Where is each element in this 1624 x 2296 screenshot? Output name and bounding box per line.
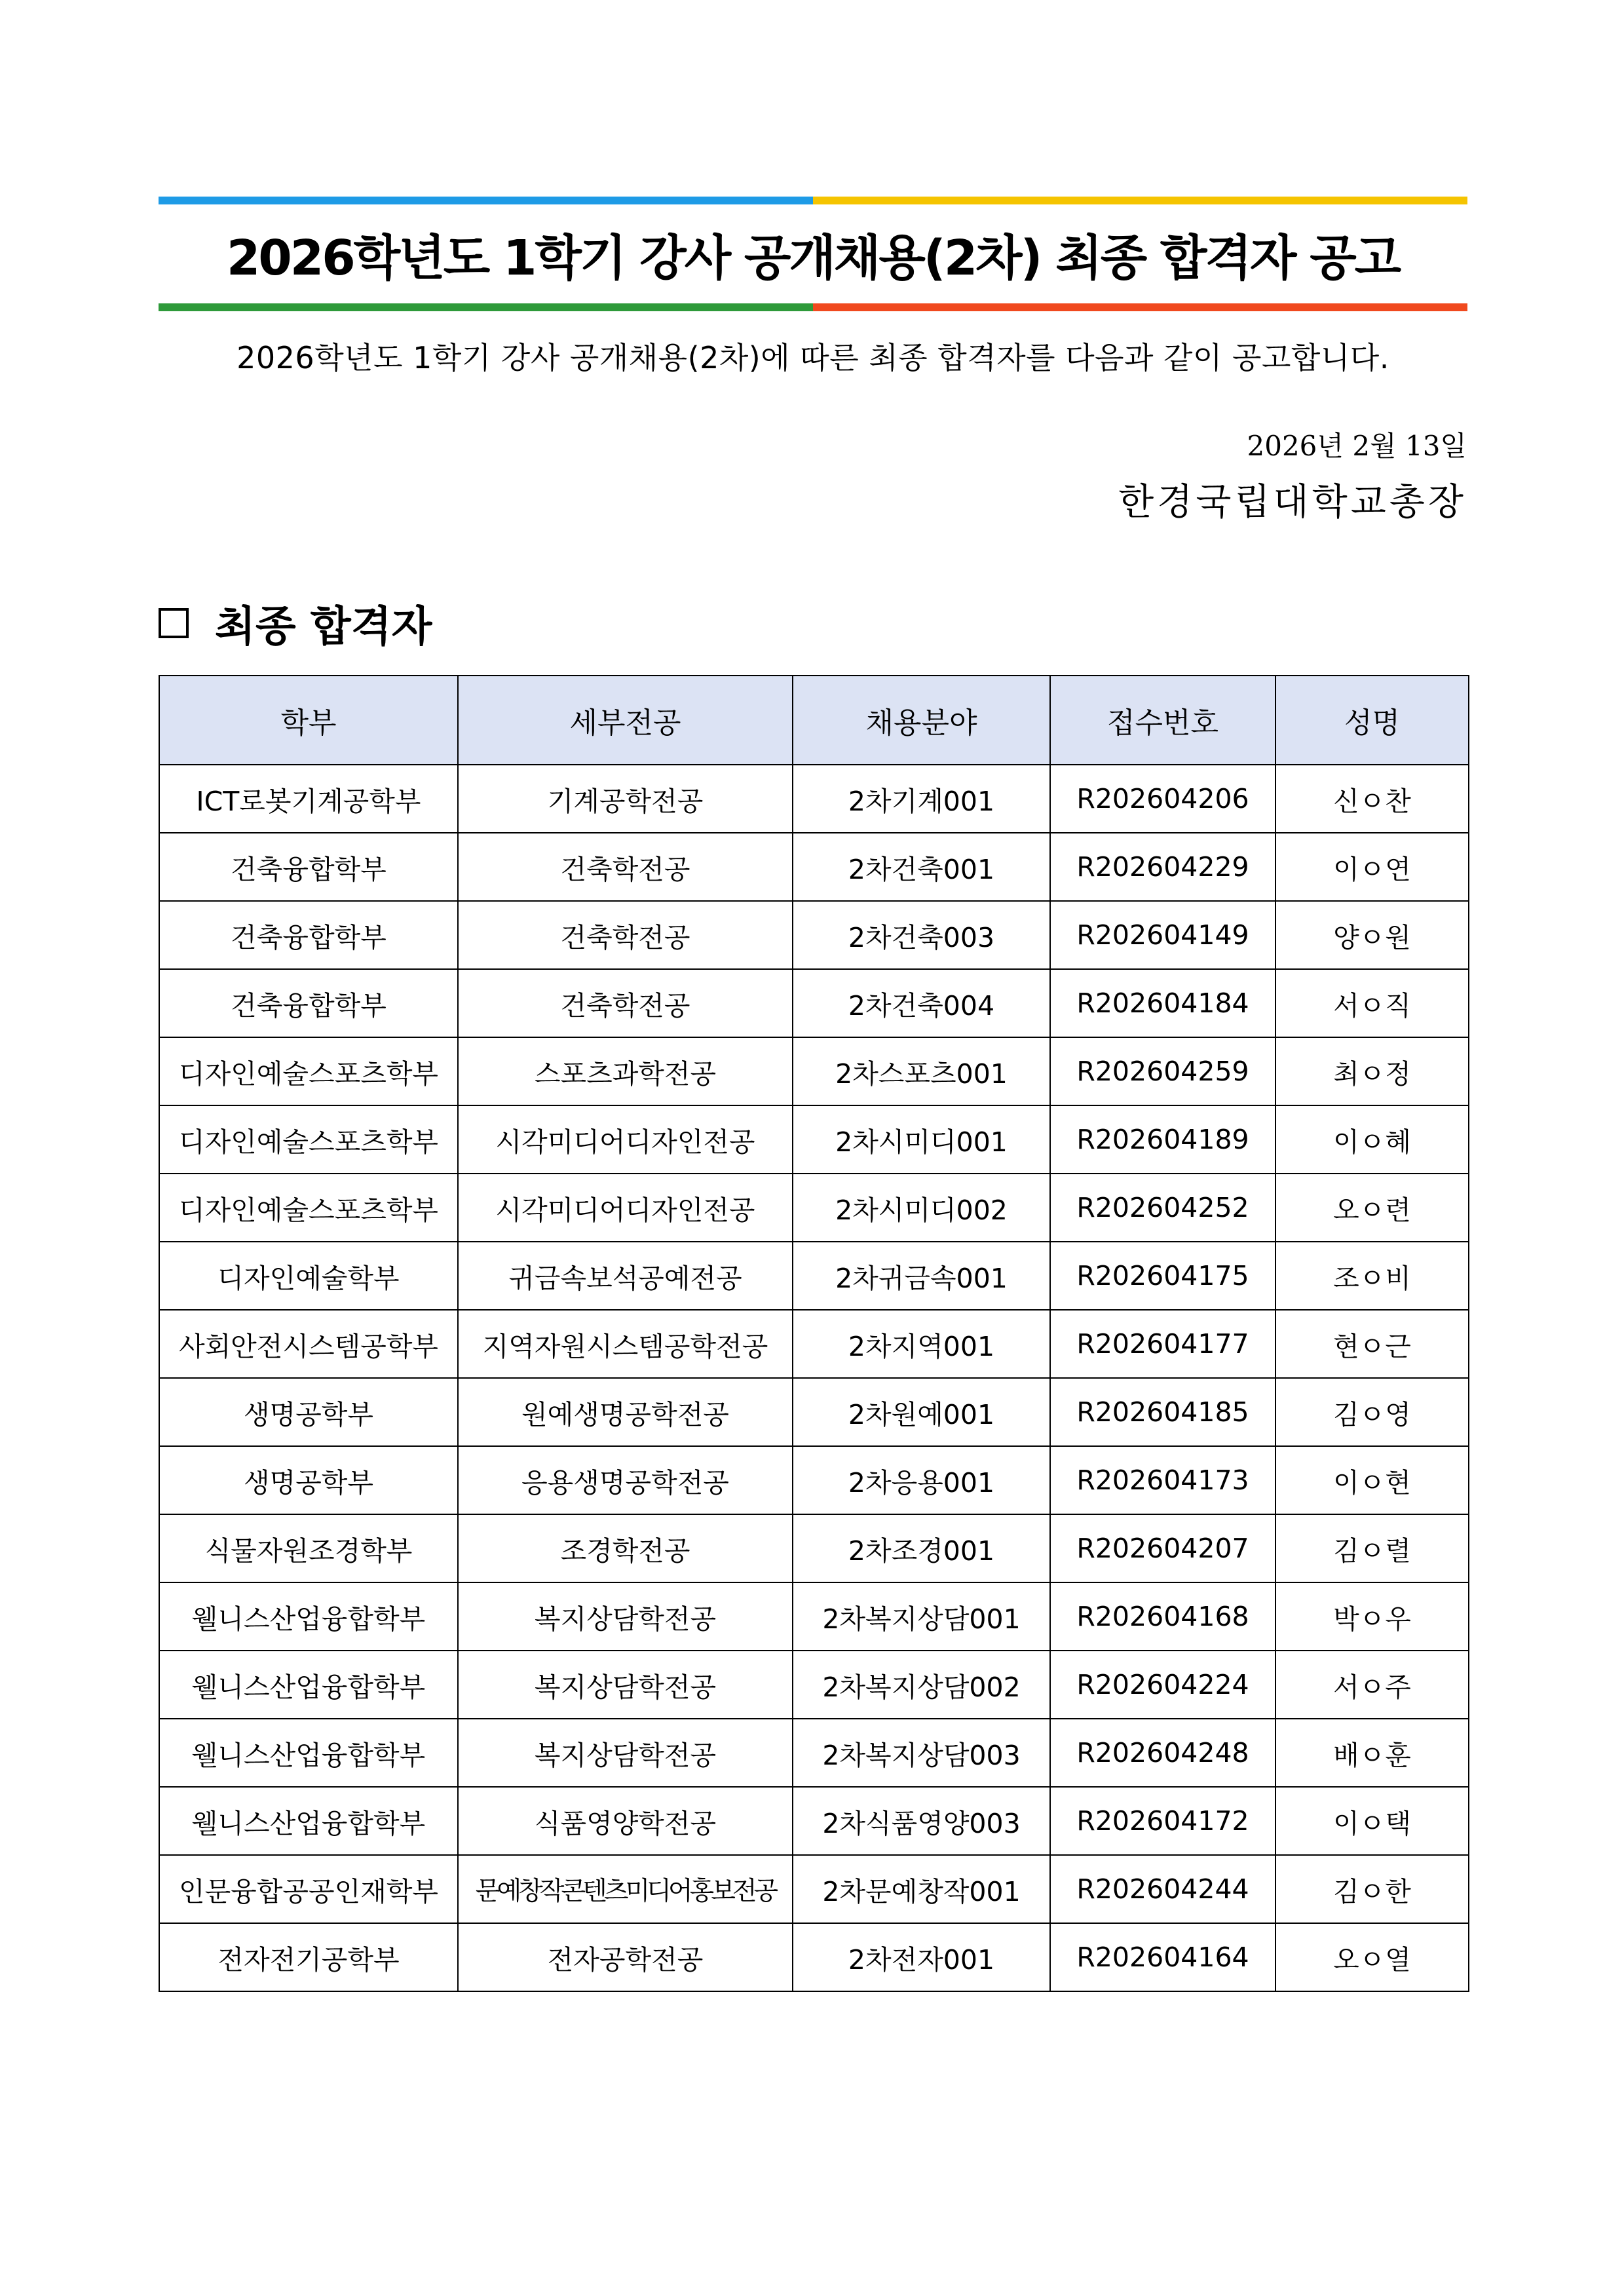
cell-department: ICT로봇기계공학부 — [159, 765, 458, 833]
cell-application-no: R202604172 — [1050, 1787, 1275, 1855]
cell-application-no: R202604177 — [1050, 1310, 1275, 1378]
cell-department: 생명공학부 — [159, 1446, 458, 1514]
cell-application-no: R202604149 — [1050, 901, 1275, 969]
table-row — [159, 1174, 1469, 1242]
table-row — [159, 1855, 1469, 1923]
cell-department: 인문융합공공인재학부 — [159, 1855, 458, 1923]
table-header-row — [159, 676, 1469, 765]
cell-field: 2차전자001 — [793, 1923, 1050, 1991]
announcement-date: 2026년 2월 13일 — [1247, 430, 1467, 462]
table-body — [159, 765, 1469, 1991]
cell-application-no: R202604229 — [1050, 833, 1275, 901]
cell-name: 현ㅇ근 — [1275, 1310, 1469, 1378]
cell-application-no: R202604248 — [1050, 1719, 1275, 1787]
results-table — [159, 675, 1469, 1992]
cell-department: 웰니스산업융합학부 — [159, 1582, 458, 1651]
cell-field: 2차건축001 — [793, 833, 1050, 901]
cell-department: 디자인예술스포츠학부 — [159, 1105, 458, 1174]
cell-major: 시각미디어디자인전공 — [458, 1174, 793, 1242]
title-bar-top-left — [159, 197, 813, 204]
table-row — [159, 1105, 1469, 1174]
table-row — [159, 1037, 1469, 1105]
cell-name: 서ㅇ주 — [1275, 1651, 1469, 1719]
cell-name: 이ㅇ현 — [1275, 1446, 1469, 1514]
cell-name: 신ㅇ찬 — [1275, 765, 1469, 833]
cell-application-no: R202604252 — [1050, 1174, 1275, 1242]
issuer-name: 한경국립대학교총장 — [1118, 481, 1467, 524]
section-heading — [159, 593, 432, 653]
header-field: 채용분야 — [793, 676, 1050, 765]
cell-field: 2차스포츠001 — [793, 1037, 1050, 1105]
title-bar-bottom-right — [813, 303, 1467, 311]
table-row — [159, 901, 1469, 969]
cell-application-no: R202604168 — [1050, 1582, 1275, 1651]
cell-name: 서ㅇ직 — [1275, 969, 1469, 1037]
cell-field: 2차조경001 — [793, 1514, 1050, 1582]
cell-department: 전자전기공학부 — [159, 1923, 458, 1991]
cell-major: 시각미디어디자인전공 — [458, 1105, 793, 1174]
cell-field: 2차귀금속001 — [793, 1242, 1050, 1310]
cell-department: 식물자원조경학부 — [159, 1514, 458, 1582]
cell-name: 오ㅇ련 — [1275, 1174, 1469, 1242]
cell-major: 원예생명공학전공 — [458, 1378, 793, 1446]
cell-field: 2차건축004 — [793, 969, 1050, 1037]
cell-major: 식품영양학전공 — [458, 1787, 793, 1855]
header-application-no: 접수번호 — [1050, 676, 1275, 765]
cell-application-no: R202604175 — [1050, 1242, 1275, 1310]
cell-application-no: R202604164 — [1050, 1923, 1275, 1991]
cell-major: 전자공학전공 — [458, 1923, 793, 1991]
header-major: 세부전공 — [458, 676, 793, 765]
cell-major: 조경학전공 — [458, 1514, 793, 1582]
header-department: 학부 — [159, 676, 458, 765]
cell-department: 디자인예술스포츠학부 — [159, 1037, 458, 1105]
table-row — [159, 1719, 1469, 1787]
page-title: 2026학년도 1학기 강사 공개채용(2차) 최종 합격자 공고 — [226, 229, 1400, 286]
cell-major: 건축학전공 — [458, 969, 793, 1037]
cell-name: 김ㅇ한 — [1275, 1855, 1469, 1923]
header-name: 성명 — [1275, 676, 1469, 765]
section-heading-text: 최종 합격자 — [215, 603, 432, 651]
cell-field: 2차복지상담003 — [793, 1719, 1050, 1787]
cell-application-no: R202604207 — [1050, 1514, 1275, 1582]
checkbox-square-icon — [159, 608, 189, 638]
cell-major: 건축학전공 — [458, 833, 793, 901]
cell-application-no: R202604189 — [1050, 1105, 1275, 1174]
title-bar-top-right — [813, 197, 1467, 204]
cell-application-no: R202604184 — [1050, 969, 1275, 1037]
cell-name: 이ㅇ연 — [1275, 833, 1469, 901]
cell-department: 건축융합학부 — [159, 833, 458, 901]
cell-field: 2차지역001 — [793, 1310, 1050, 1378]
table-row — [159, 1514, 1469, 1582]
cell-application-no: R202604173 — [1050, 1446, 1275, 1514]
cell-application-no: R202604206 — [1050, 765, 1275, 833]
cell-name: 박ㅇ우 — [1275, 1582, 1469, 1651]
cell-application-no: R202604259 — [1050, 1037, 1275, 1105]
table-row — [159, 1923, 1469, 1991]
cell-major: 기계공학전공 — [458, 765, 793, 833]
cell-field: 2차문예창작001 — [793, 1855, 1050, 1923]
intro-text: 2026학년도 1학기 강사 공개채용(2차)에 따른 최종 합격자를 다음과 같이 공고합니다. — [236, 340, 1389, 375]
cell-department: 웰니스산업융합학부 — [159, 1651, 458, 1719]
table-row — [159, 1446, 1469, 1514]
cell-major: 복지상담학전공 — [458, 1651, 793, 1719]
cell-field: 2차건축003 — [793, 901, 1050, 969]
cell-name: 최ㅇ정 — [1275, 1037, 1469, 1105]
cell-major: 지역자원시스템공학전공 — [458, 1310, 793, 1378]
table-row — [159, 1242, 1469, 1310]
cell-major: 스포츠과학전공 — [458, 1037, 793, 1105]
table-row — [159, 1787, 1469, 1855]
cell-department: 웰니스산업융합학부 — [159, 1787, 458, 1855]
cell-field: 2차원예001 — [793, 1378, 1050, 1446]
cell-department: 디자인예술스포츠학부 — [159, 1174, 458, 1242]
cell-application-no: R202604185 — [1050, 1378, 1275, 1446]
cell-name: 김ㅇ렬 — [1275, 1514, 1469, 1582]
cell-field: 2차응용001 — [793, 1446, 1050, 1514]
table-row — [159, 1378, 1469, 1446]
cell-field: 2차시미디002 — [793, 1174, 1050, 1242]
cell-department: 생명공학부 — [159, 1378, 458, 1446]
cell-name: 조ㅇ비 — [1275, 1242, 1469, 1310]
table-row — [159, 1310, 1469, 1378]
cell-major: 문예창작콘텐츠미디어홍보전공 — [458, 1855, 793, 1923]
cell-field: 2차기계001 — [793, 765, 1050, 833]
cell-department: 사회안전시스템공학부 — [159, 1310, 458, 1378]
cell-field: 2차복지상담001 — [793, 1582, 1050, 1651]
cell-application-no: R202604224 — [1050, 1651, 1275, 1719]
cell-department: 웰니스산업융합학부 — [159, 1719, 458, 1787]
cell-major: 응용생명공학전공 — [458, 1446, 793, 1514]
cell-name: 오ㅇ열 — [1275, 1923, 1469, 1991]
title-bar-bottom-left — [159, 303, 813, 311]
cell-name: 양ㅇ원 — [1275, 901, 1469, 969]
table-header — [159, 676, 1469, 765]
table-row — [159, 765, 1469, 833]
cell-name: 배ㅇ훈 — [1275, 1719, 1469, 1787]
title-banner — [159, 197, 1467, 311]
cell-field: 2차식품영양003 — [793, 1787, 1050, 1855]
cell-name: 이ㅇ혜 — [1275, 1105, 1469, 1174]
table-row — [159, 1651, 1469, 1719]
table-row — [159, 1582, 1469, 1651]
cell-field: 2차시미디001 — [793, 1105, 1050, 1174]
cell-field: 2차복지상담002 — [793, 1651, 1050, 1719]
cell-major: 복지상담학전공 — [458, 1582, 793, 1651]
cell-name: 김ㅇ영 — [1275, 1378, 1469, 1446]
cell-department: 건축융합학부 — [159, 969, 458, 1037]
table-row — [159, 969, 1469, 1037]
cell-application-no: R202604244 — [1050, 1855, 1275, 1923]
cell-major: 건축학전공 — [458, 901, 793, 969]
cell-name: 이ㅇ택 — [1275, 1787, 1469, 1855]
cell-major: 귀금속보석공예전공 — [458, 1242, 793, 1310]
cell-major: 복지상담학전공 — [458, 1719, 793, 1787]
cell-department: 건축융합학부 — [159, 901, 458, 969]
cell-department: 디자인예술학부 — [159, 1242, 458, 1310]
table-row — [159, 833, 1469, 901]
